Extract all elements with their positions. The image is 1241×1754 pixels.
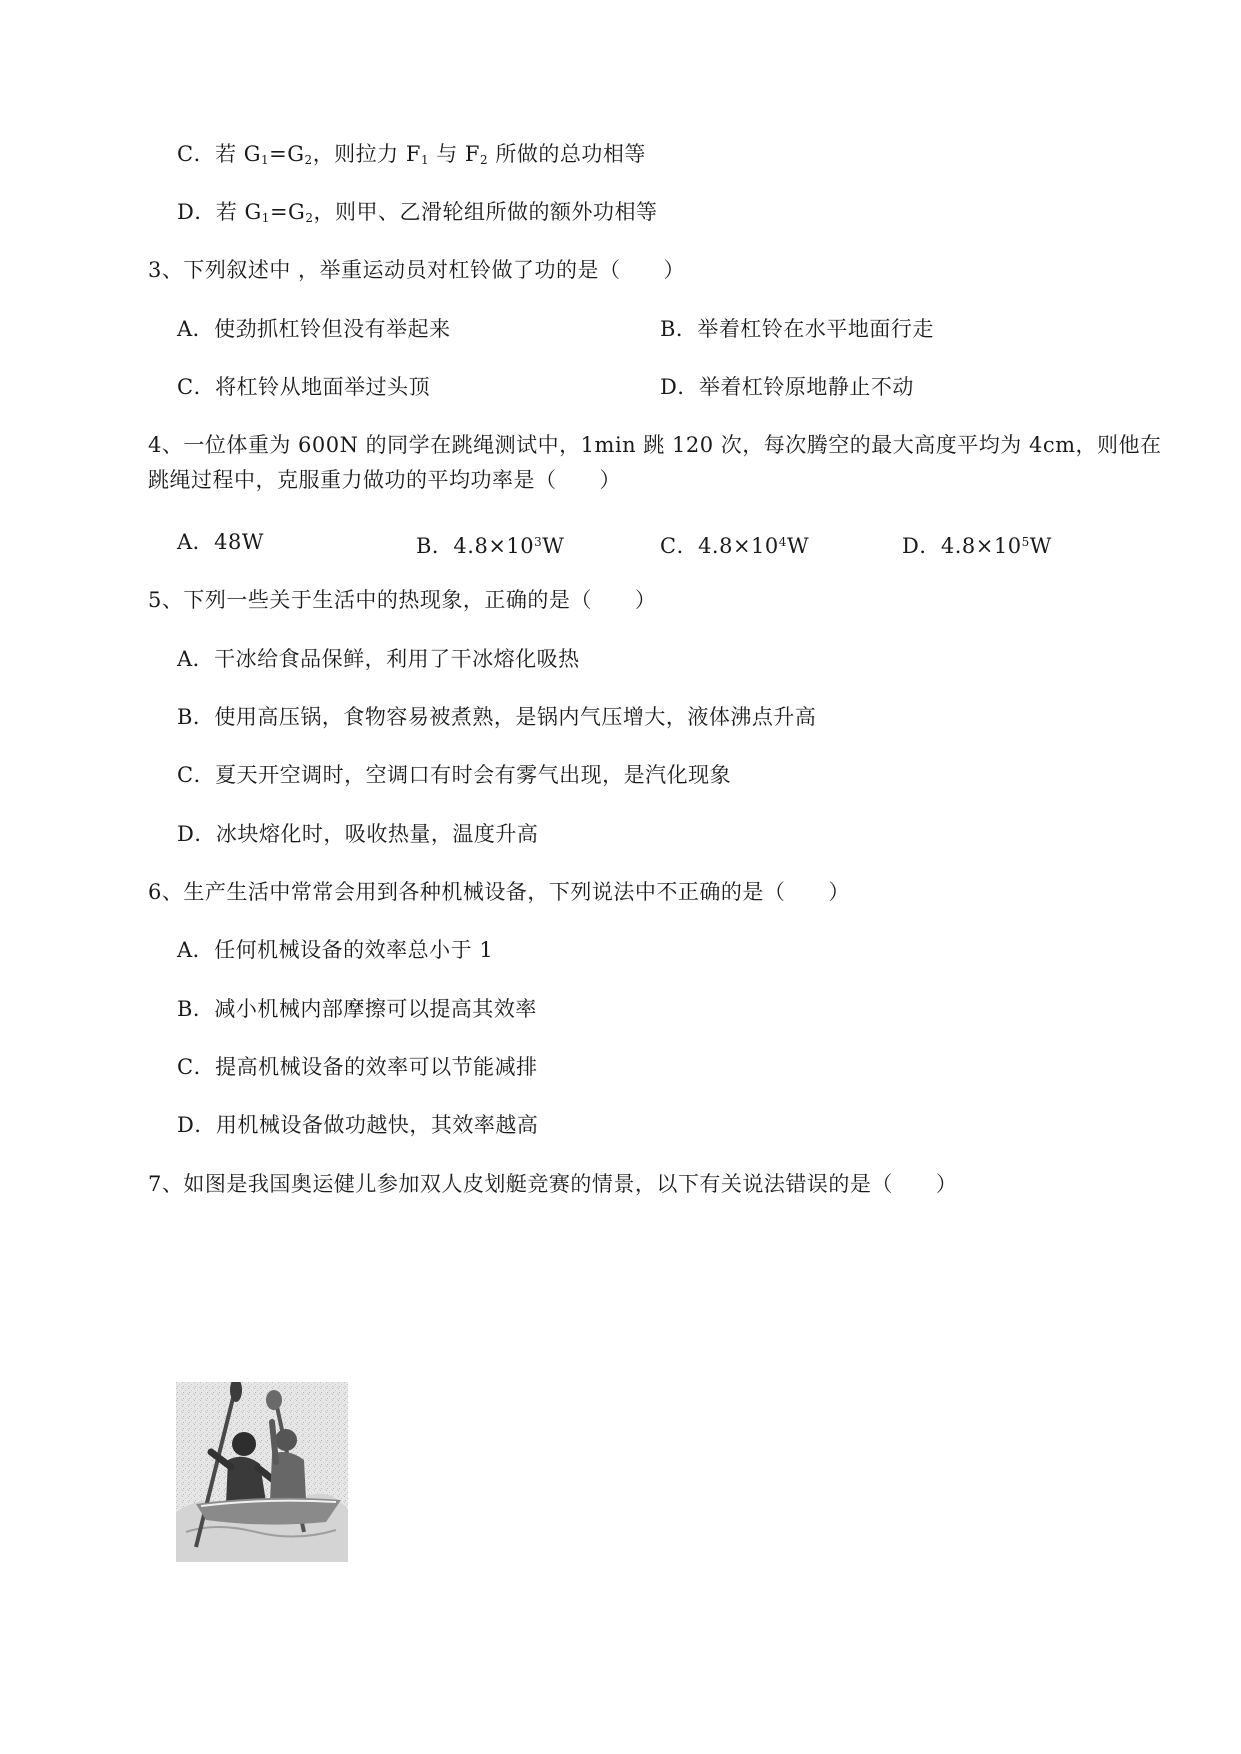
q4-option-a: A．48W bbox=[177, 530, 264, 554]
q4-stem-line2: 跳绳过程中，克服重力做功的平均功率是（ ） bbox=[148, 468, 621, 492]
q5-option-a: A．干冰给食品保鲜，利用了干冰熔化吸热 bbox=[177, 647, 580, 671]
q4-option-c: C．$4.8\times 10^4W$ bbox=[660, 534, 810, 558]
q4-option-d: D．$4.8\times 10^5W$ bbox=[902, 534, 1052, 558]
q3-option-d: D．举着杠铃原地静止不动 bbox=[660, 375, 914, 399]
q5-option-c: C．夏天开空调时，空调口有时会有雾气出现，是汽化现象 bbox=[177, 763, 732, 787]
q4-stem-line1: 4、一位体重为 600N 的同学在跳绳测试中，1min 跳 120 次，每次腾空的最大高度平均为 4cm，则他在 bbox=[148, 433, 1162, 457]
q2-option-c: C．若 $G_1=G_2$，则拉力 $F_1$ 与 $F_2$ 所做的总功相等 bbox=[177, 142, 646, 167]
q3-stem: 3、下列叙述中 ，举重运动员对杠铃做了功的是（ ） bbox=[148, 258, 686, 282]
q2-option-d: D．若 $G_1=G_2$，则甲、乙滑轮组所做的额外功相等 bbox=[177, 200, 658, 225]
q5-option-d: D．冰块熔化时，吸收热量，温度升高 bbox=[177, 822, 539, 846]
q7-stem: 7、如图是我国奥运健儿参加双人皮划艇竞赛的情景，以下有关说法错误的是（ ） bbox=[148, 1172, 958, 1196]
q5-option-b: B．使用高压锅，食物容易被煮熟，是锅内气压增大，液体沸点升高 bbox=[177, 705, 817, 729]
q4-option-b: B．$4.8\times 10^3W$ bbox=[416, 534, 565, 558]
q3-option-b: B．举着杠铃在水平地面行走 bbox=[660, 317, 934, 341]
q5-stem: 5、下列一些关于生活中的热现象，正确的是（ ） bbox=[148, 588, 657, 612]
canoe-photo bbox=[176, 1382, 348, 1562]
q6-option-d: D．用机械设备做功越快，其效率越高 bbox=[177, 1113, 539, 1137]
q3-option-a: A．使劲抓杠铃但没有举起来 bbox=[177, 317, 451, 341]
q3-option-c: C．将杠铃从地面举过头顶 bbox=[177, 375, 431, 399]
q6-option-b: B．减小机械内部摩擦可以提高其效率 bbox=[177, 997, 537, 1021]
q6-option-a: A．任何机械设备的效率总小于 1 bbox=[177, 938, 494, 962]
q6-stem: 6、生产生活中常常会用到各种机械设备，下列说法中不正确的是（ ） bbox=[148, 880, 850, 904]
q6-option-c: C．提高机械设备的效率可以节能减排 bbox=[177, 1055, 538, 1079]
